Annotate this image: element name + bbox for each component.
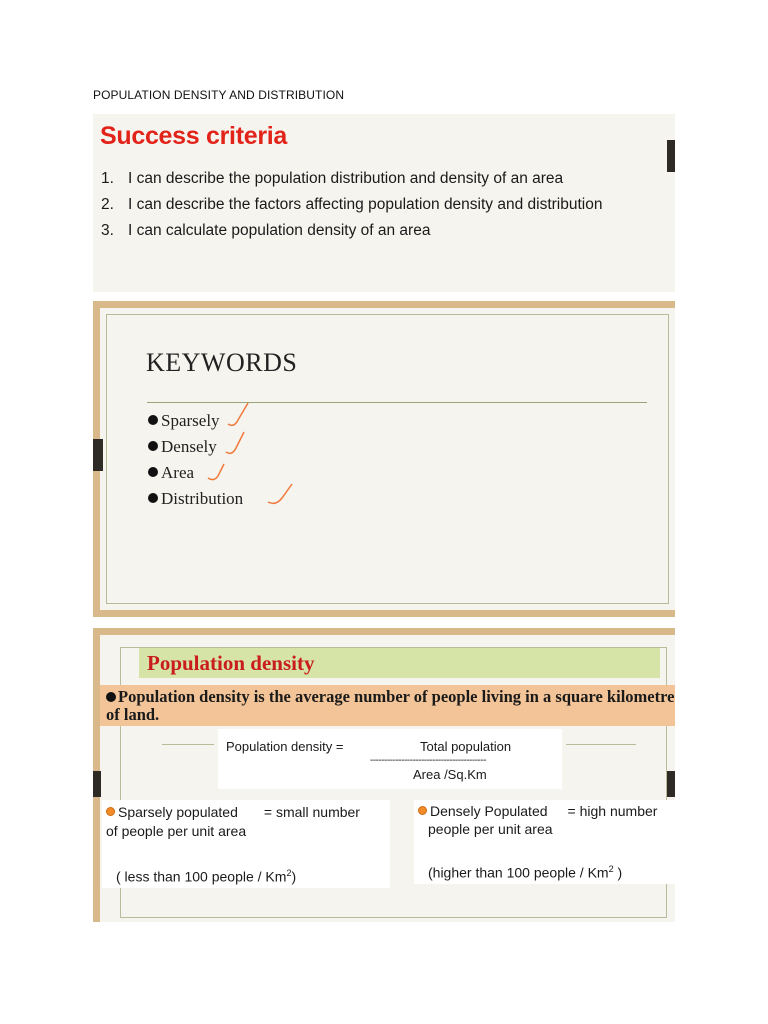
tick-icon [266,480,296,510]
criteria-item: 3. I can calculate population density of an area [101,222,431,239]
slide-tab-decoration [93,771,101,797]
formula-divider: ----------------------------------------- [370,755,487,766]
density-formula [218,729,562,789]
tick-icon [206,456,232,486]
formula-label: Population density = [226,739,344,754]
tick-icon [224,428,250,458]
formula-line-right [566,744,636,745]
sparse-desc-line: of people per unit area [106,823,247,839]
criteria-item: 2. I can describe the factors affecting population density and distribution [101,196,603,213]
bullet-icon [106,692,116,702]
population-density-title: Population density [139,648,660,678]
densely-populated-box: Densely Populated = high number people per unit area (higher than 100 people / Km$^2$ ) [414,800,675,884]
bullet-icon [106,807,115,816]
dense-desc: = high number [567,803,658,819]
formula-line-left [162,744,214,745]
formula-numerator: Total population [420,739,512,754]
slide-tab-decoration [667,140,675,172]
bullet-icon [418,806,427,815]
sparse-range: ( less than 100 people / Km [116,868,287,885]
keyword-item: Densely [148,434,243,460]
keyword-item: Area [148,460,243,486]
criteria-item: 1. I can describe the population distribution and density of an area [101,170,564,187]
keyword-item: Distribution [148,486,243,512]
document-title: POPULATION DENSITY AND DISTRIBUTION [93,88,345,102]
sparse-desc: = small number [263,804,360,820]
slide-inner [100,635,675,922]
bullet-icon [148,415,158,425]
keyword-item: Sparsely [148,408,243,434]
keywords-divider [147,402,647,403]
keywords-list [148,408,243,512]
definition-band: Population density is the average number of people living in a square kilometre of land. [100,685,675,726]
dense-term: Densely Populated [430,803,548,819]
bullet-icon [148,441,158,451]
criteria-list [101,166,602,244]
dense-range: (higher than 100 people / Km [428,864,609,881]
sparse-term: Sparsely populated [118,804,238,820]
formula-denominator: Area /Sq.Km [413,767,487,782]
slide-inner [100,308,675,610]
slide-tab-decoration [667,771,675,797]
bullet-icon [148,493,158,503]
success-criteria-title: Success criteria [100,122,287,150]
sparsely-populated-box: Sparsely populated = small number of people per unit area ( less than 100 people / Km$^2$) [102,800,390,888]
tick-icon [226,400,252,430]
keywords-slide [93,301,675,617]
population-density-slide [93,628,675,922]
slide-tab-decoration [93,439,103,471]
keywords-title: KEYWORDS [146,348,298,377]
dense-desc-line: people per unit area [428,821,553,837]
bullet-icon [148,467,158,477]
success-criteria-slide [93,114,675,292]
